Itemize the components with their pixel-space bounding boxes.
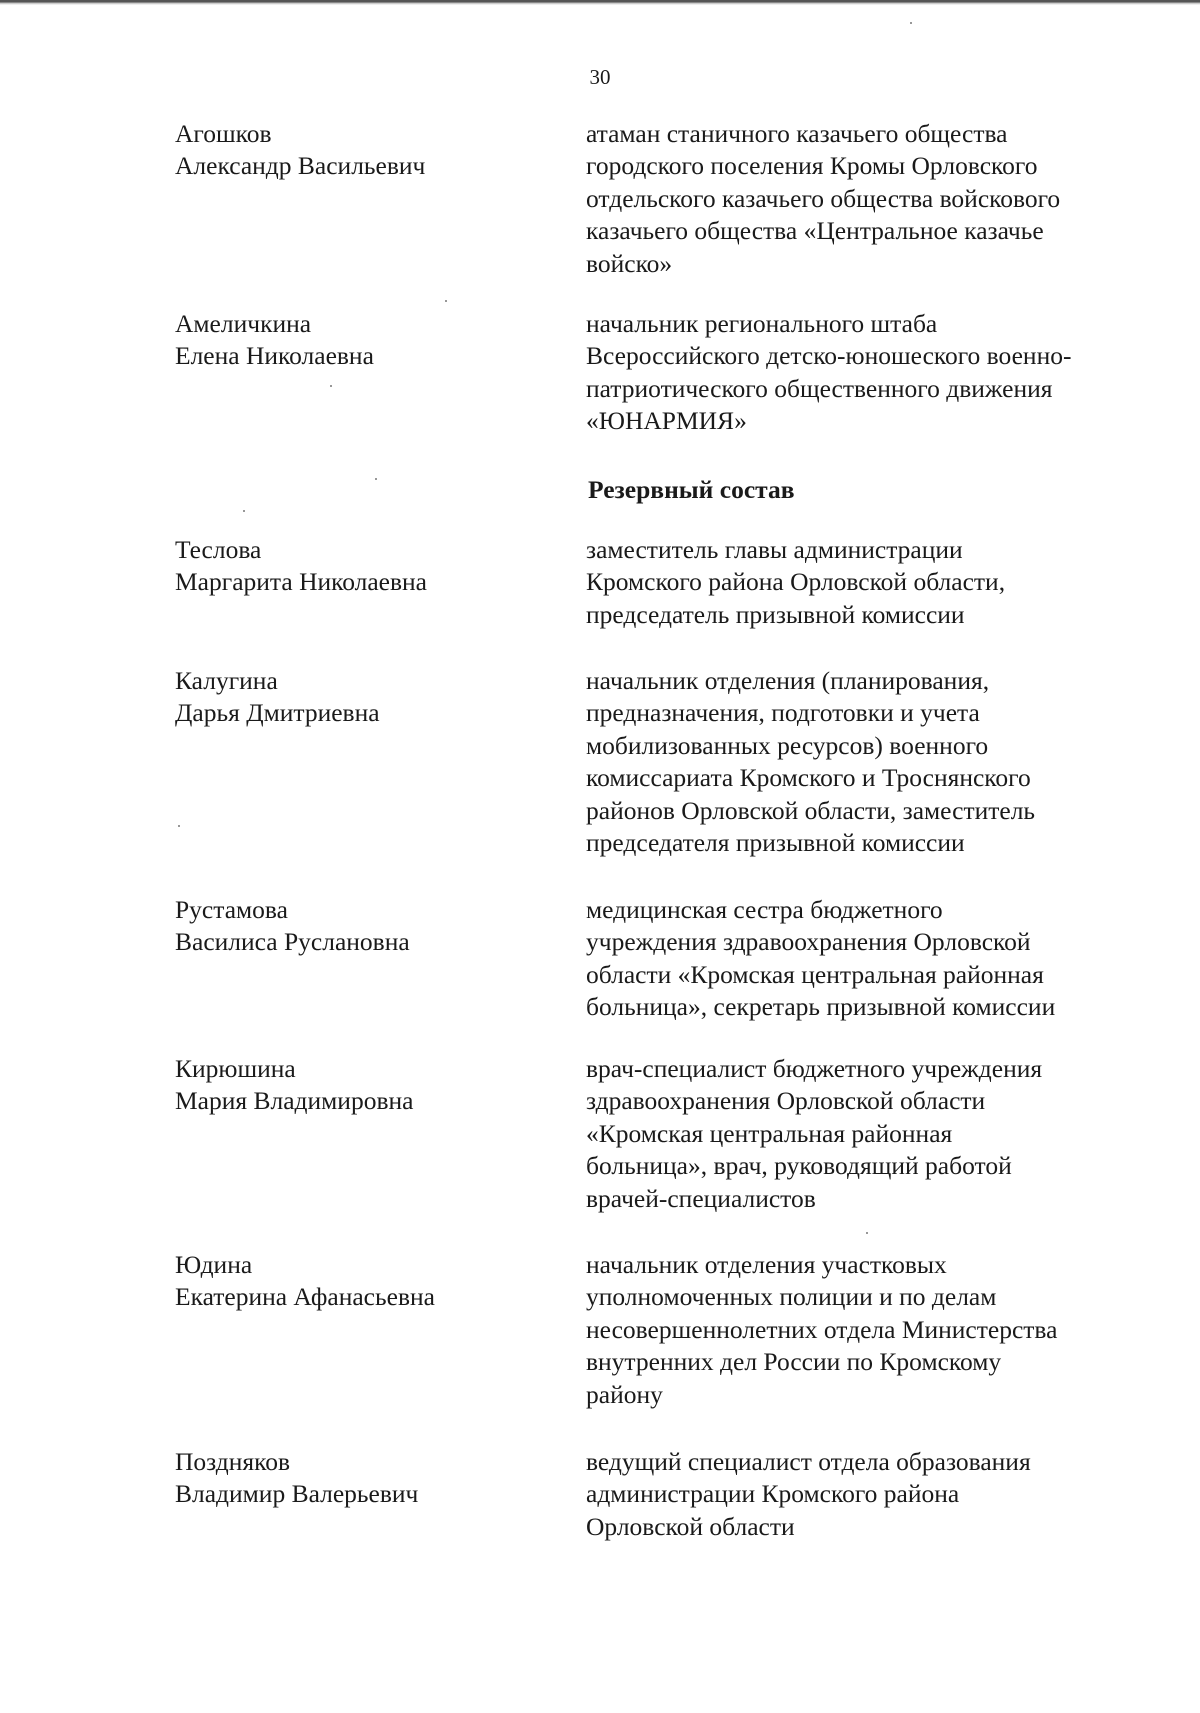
scan-speck — [178, 825, 180, 827]
scan-speck — [910, 22, 912, 24]
member-position — [586, 308, 1146, 438]
position-line: начальник отделения (планирования, — [586, 666, 990, 695]
position-line: внутренних дел России по Кромскому — [586, 1347, 1002, 1377]
position-line: учреждения здравоохранения Орловской — [586, 927, 1031, 957]
member-name — [175, 1446, 575, 1511]
position-line: начальник регионального штаба — [586, 309, 938, 338]
member-position — [586, 534, 1146, 631]
position-line: району — [586, 1379, 663, 1409]
member-position — [586, 665, 1146, 859]
position-line: Всероссийского детско-юношеского военно- — [586, 341, 1072, 371]
position-line: мобилизованных ресурсов) военного — [586, 730, 989, 760]
member-surname: Поздняков — [175, 1447, 291, 1476]
member-surname: Рустамова — [175, 895, 288, 924]
position-line: начальник отделения участковых — [586, 1250, 947, 1279]
position-line: больница», секретарь призывной комиссии — [586, 992, 1056, 1022]
member-position — [586, 118, 1146, 280]
scan-speck — [330, 385, 332, 387]
position-line: казачьего общества «Центральное казачье — [586, 216, 1044, 246]
scan-speck — [866, 1232, 868, 1234]
position-line: врач-специалист бюджетного учреждения — [586, 1054, 1043, 1083]
member-given-names: Владимир Валерьевич — [175, 1479, 419, 1509]
member-given-names: Дарья Дмитриевна — [175, 698, 380, 728]
position-line: районов Орловской области, заместитель — [586, 795, 1036, 825]
position-line: больница», врач, руководящий работой — [586, 1151, 1012, 1181]
position-line: городского поселения Кромы Орловского — [586, 151, 1038, 181]
member-name — [175, 118, 575, 183]
scan-speck — [375, 478, 377, 480]
position-line: председателя призывной комиссии — [586, 828, 965, 858]
position-line: «ЮНАРМИЯ» — [586, 406, 747, 436]
position-line: войско» — [586, 248, 673, 278]
position-line: администрации Кромского района — [586, 1479, 960, 1509]
position-line: отдельского казачьего общества войскового — [586, 183, 1061, 213]
member-position — [586, 1249, 1146, 1411]
page-number: 30 — [589, 65, 611, 89]
member-position — [586, 894, 1146, 1024]
member-surname: Калугина — [175, 666, 278, 695]
member-surname: Агошков — [175, 119, 272, 148]
position-line: патриотического общественного движения — [586, 373, 1053, 403]
member-name — [175, 534, 575, 599]
scan-top-edge — [0, 0, 1200, 5]
position-line: здравоохранения Орловской области — [586, 1086, 986, 1116]
member-surname: Амеличкина — [175, 309, 312, 338]
position-line: председатель призывной комиссии — [586, 599, 965, 629]
position-line: атаман станичного казачьего общества — [586, 119, 1008, 148]
position-line: Кромского района Орловской области, — [586, 567, 1006, 597]
position-line: Орловской области — [586, 1511, 795, 1541]
position-line: предназначения, подготовки и учета — [586, 698, 980, 728]
member-name — [175, 894, 575, 959]
member-name — [175, 308, 575, 373]
position-line: несовершеннолетних отдела Министерства — [586, 1314, 1058, 1344]
member-position — [586, 1053, 1146, 1215]
position-line: комиссариата Кромского и Троснянского — [586, 763, 1031, 793]
position-line: уполномоченных полиции и по делам — [586, 1282, 997, 1312]
member-given-names: Елена Николаевна — [175, 341, 374, 371]
position-line: области «Кромская центральная районная — [586, 959, 1044, 989]
member-name — [175, 1053, 575, 1118]
member-surname: Теслова — [175, 535, 262, 564]
member-given-names: Мария Владимировна — [175, 1086, 414, 1116]
member-surname: Юдина — [175, 1250, 253, 1279]
scan-speck — [243, 510, 245, 512]
position-line: медицинская сестра бюджетного — [586, 895, 943, 924]
position-line: «Кромская центральная районная — [586, 1118, 953, 1148]
member-given-names: Маргарита Николаевна — [175, 567, 427, 597]
member-given-names: Екатерина Афанасьевна — [175, 1282, 435, 1312]
reserve-heading: Резервный состав — [588, 475, 795, 504]
scan-speck — [445, 300, 447, 302]
member-name — [175, 1249, 575, 1314]
member-position — [586, 1446, 1146, 1543]
position-line: врачей-специалистов — [586, 1183, 816, 1213]
member-surname: Кирюшина — [175, 1054, 296, 1083]
position-line: заместитель главы администрации — [586, 535, 963, 564]
member-name — [175, 665, 575, 730]
member-given-names: Александр Васильевич — [175, 151, 426, 181]
position-line: ведущий специалист отдела образования — [586, 1447, 1031, 1476]
member-given-names: Василиса Руслановна — [175, 927, 410, 957]
